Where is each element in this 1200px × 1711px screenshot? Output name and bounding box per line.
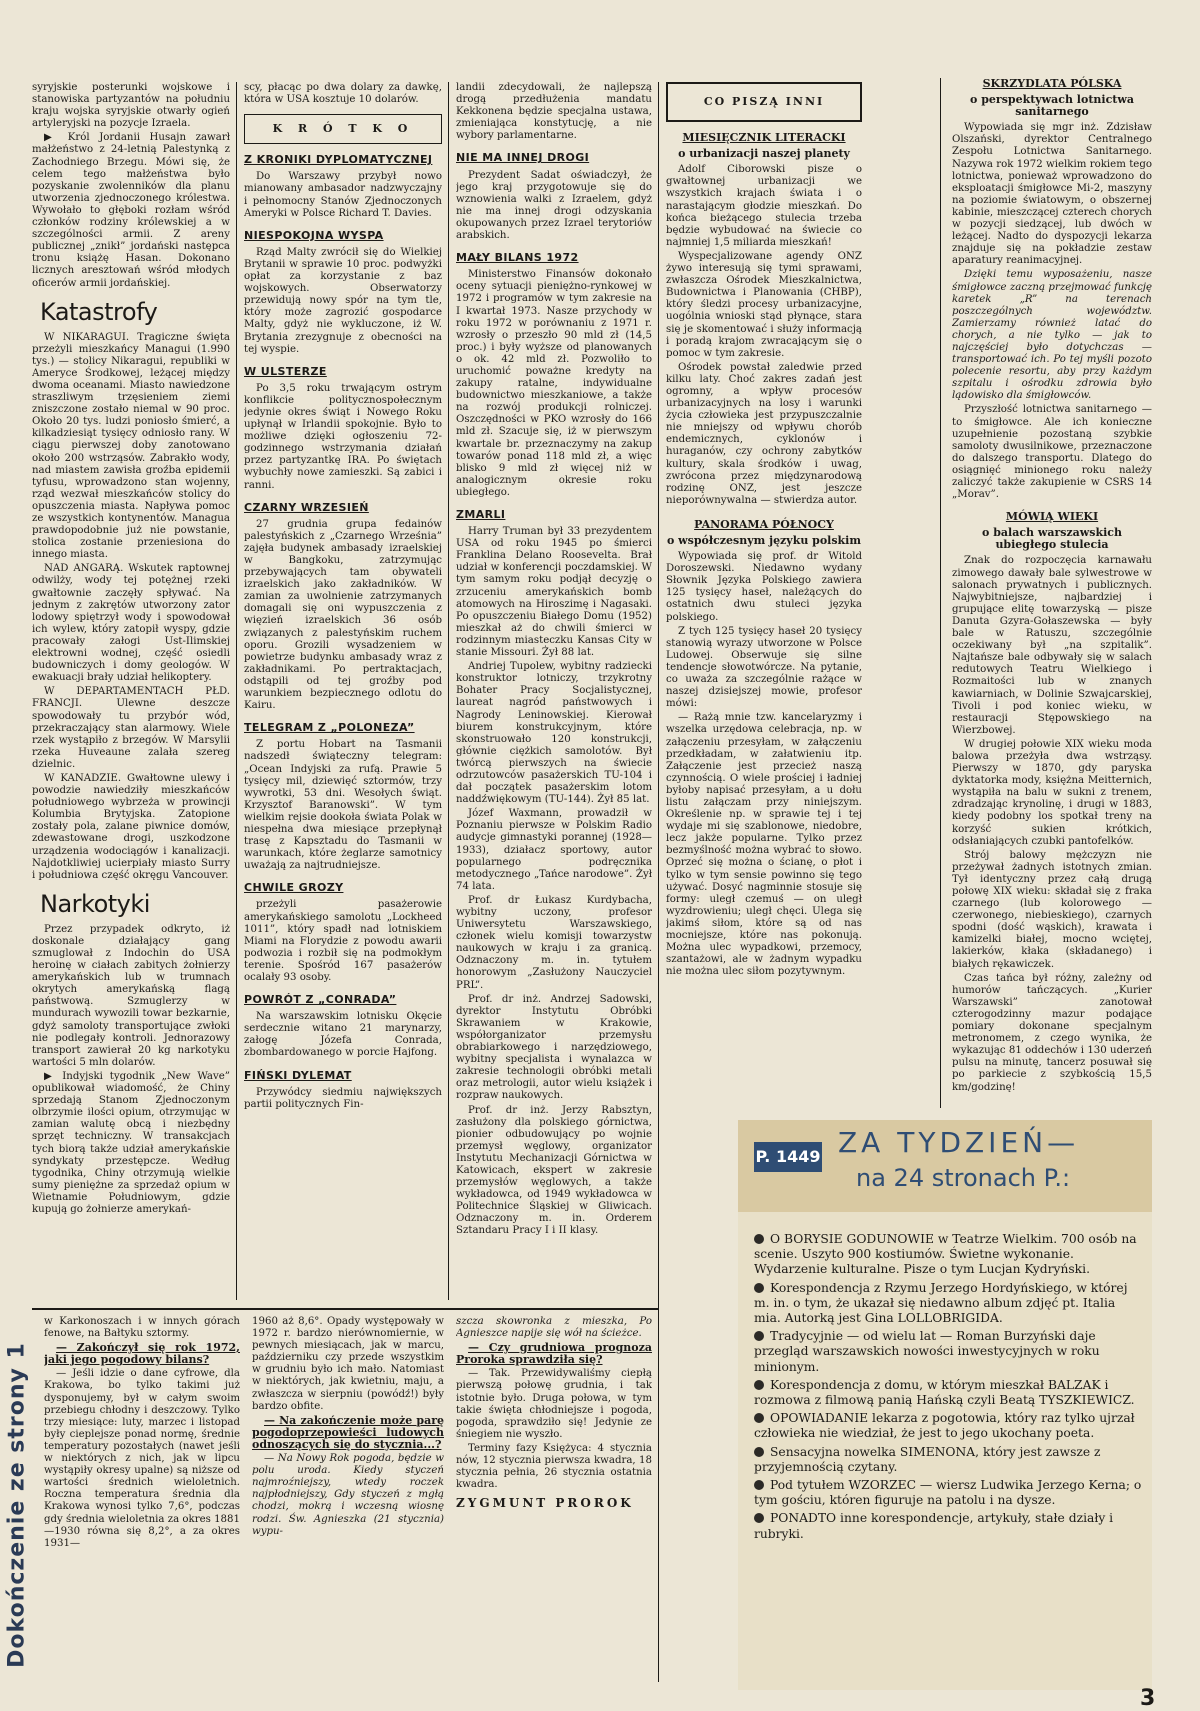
headline: SKRZYDLATA PÓLSKA bbox=[982, 77, 1122, 90]
article-text: 27 grudnia grupa fedainów palestyńskich z „Czarnego Września” zajęła budynek ambasady izraelskiej w Bangkoku, zatrzymując przebywających tam obywateli izraelskich jako zakładników. W zamian za uwolnienie zatrzymanych domagali się oni wypuszczenia z więzień izraelskich 36 osób związanych z palestyńskim ruchem oporu. Grozili wysadzeniem w powietrze budynku ambasady wraz z zakładnikami. Po pertraktacjach, odstąpili od tej groźby pod warunkiem bezpiecznego odlotu do Kairu. bbox=[244, 518, 442, 712]
vertical-rule bbox=[236, 82, 237, 1300]
article-text: Dzięki temu wyposażeniu, nasze śmigłowce zaczną przejmować funkcję karetek „R” na terenach poszczególnych województw. Zamierzamy również latać do chorych, a nie tylko — jak to najczęściej było dotychczas — transportować ich. Po tej myśli pozoto polecenie resortu, aby przy każdym szpitalu i ośrodku zdrowia było lądowisko dla śmigłowców. bbox=[952, 269, 1152, 402]
article-text: Przywódcy siedmiu największych partii politycznych Fin- bbox=[244, 1086, 442, 1110]
article-text: Przez przypadek odkryto, iż doskonale działający gang szmuglował z Indochin do USA heroinę w ciałach zabitych żołnierzy amerykańskich lub w trumnach okrytych amerykańską flagą państwową. Szmuglerzy w mundurach wywozili towar bezkarnie, gdyż samoloty transportujące zwłoki nie podlegały kontroli. Jednorazowy transport zawierał 20 kg narkotyku wartości 5 mln dolarów. bbox=[32, 923, 230, 1068]
article-text: Wyspecjalizowane agendy ONZ żywo interesują się tymi sprawami, zwłaszcza Ośrodek Mieszkalnictwa, Budownictwa i Planowania (CHBP), który śledzi procesy urbanizacyjne, uogólnia wnioski stąd płynące, stara się je skomentować i służy informacją i poradą krajom zwracającym się o pomoc w tym zakresie. bbox=[666, 250, 862, 359]
subheadline: o współczesnym języku polskim bbox=[667, 534, 861, 547]
article-text: Rząd Malty zwrócił się do Wielkiej Brytanii w sprawie 10 proc. podwyżki opłat za korzystanie z baz wojskowych. Obserwatorzy przewidują nowy spór na tym tle, który może zagrozić gospodarce Malty, gdyż nie wykluczone, iż W. Brytania zrezygnuje z obecności na tej wyspie. bbox=[244, 246, 442, 355]
headline: ZMARLI bbox=[456, 508, 506, 521]
promo-item: Pod tytułem WZORZEC — wiersz Ludwika Jerzego Kerna; o tym gościu, któren figuruje na patolu i na dysze. bbox=[754, 1478, 1142, 1508]
article-text: syryjskie posterunki wojskowe i stanowiska partyzantów na południu kraju wojska syryjskie otwarły ogień artyleryjski na pozycje Izraela. bbox=[32, 82, 230, 130]
article-text: — Tak. Przewidywaliśmy ciepłą pierwszą połowę grudnia, i tak istotnie było. Druga połowa, w tym takie święta chłodniejsze i pogoda, pogoda, sprawdziło się! Jedynie ze śniegiem nie wyszło. bbox=[456, 1368, 652, 1440]
bullet-icon bbox=[754, 1413, 764, 1423]
co-pisza-inni-box: CO PISZĄ INNI bbox=[666, 82, 862, 122]
section-title-katastrofy: Katastrofy bbox=[40, 297, 158, 326]
page-number: 3 bbox=[1140, 1686, 1156, 1711]
article-text: Z tych 125 tysięcy haseł 20 tysięcy stanowią wyrazy utworzone w Polsce Ludowej. Obserwuje się silne tendencje słowotwórcze. Na pytanie, co uważa za szczególnie rażące w naszej dzisiejszej mowie, profesor mówi: bbox=[666, 625, 862, 710]
obituary: Prof. dr inż. Andrzej Sadowski, dyrektor Instytutu Obróbki Skrawaniem w Krakowie, współorganizator przemysłu obrabiarkowego i narzędziowego, wybitny specjalista i wynalazca w zakresie technologii obróbki metali oraz metrologii, autor wielu książek i rozpraw naukowych. bbox=[456, 993, 652, 1102]
article-text: Czas tańca był różny, zależny od humorów tańczących. „Kurier Warszawski” zanotował czterogodzinny mazur podające pomiary dokonane specjalnym metronomem, z czego wynika, że wykazując 81 oddechów i 130 uderzeń pulsu na minutę, tancerz posuwał się po parkiecie z szybkością 15,5 km/godzinę! bbox=[952, 972, 1152, 1093]
promo-header bbox=[738, 1120, 1152, 1212]
vertical-rule bbox=[448, 82, 449, 1300]
column-4 bbox=[666, 78, 862, 1108]
bullet-icon bbox=[754, 1480, 764, 1490]
article-text: Wypowiada się prof. dr Witold Doroszewski. Niedawno wydany Słownik Języka Polskiego zawiera 125 tysięcy haseł, należących do ostatnich dwu stuleci języka polskiego. bbox=[666, 551, 862, 623]
author-signature: ZYGMUNT PROROK bbox=[456, 1496, 634, 1511]
horizontal-rule bbox=[32, 1308, 658, 1310]
promo-item: OPOWIADANIE lekarza z pogotowia, który raz tylko ujrzał człowieka nie wiedział, że jest to jego ukochany poeta. bbox=[754, 1411, 1135, 1441]
column-2 bbox=[244, 82, 442, 1302]
column-5 bbox=[952, 74, 1152, 1114]
article-text: Na warszawskim lotnisku Okęcie serdecznie witano 21 marynarzy, załogę Józefa Conrada, zbombardowanego w porcie Hajfong. bbox=[244, 1011, 442, 1059]
bottom-column-1 bbox=[44, 1316, 240, 1692]
krotko-box: K R Ó T K O bbox=[244, 114, 442, 144]
promo-item: Korespondencja z Rzymu Jerzego Hordyńskiego, w której m. in. o tym, że ukazał się niedawno album zdjęć pt. Italia mia. Autorką jest Gina LOLLOBRIGIDA. bbox=[754, 1280, 1128, 1326]
article-text: szcza skowronka z mieszka, Po Agnieszce napije się wół na ścieżce. bbox=[456, 1316, 652, 1340]
article-text: — Rażą mnie tzw. kancelaryzmy i wszelka urzędowa celebracja, np. w załączeniu przesyłam, w załączeniu przedkładam, w załatwieniu itp. Załączenie jest przecież naszą czynnością. O wiele prościej i ładniej byłoby napisać przesyłam, a u dołu listu załączam przy niniejszym. Określenie np. w sprawie tej i tej wydaje mi się szablonowe, niedobre, lecz jakże popularne. Tylko przez bezmyślność można wybrać to słowo. Oprzeć się można o ścianę, o płot i tylko w tym sensie powinno się tego używać. Dosyć nagminnie stosuje się formy: uległ czemuś — on uległ wyzdrowieniu; uległ chęci. Ulega się jakimś siłom, które są od nas mocniejsze, które nas pokonują. Można ulec wypadkowi, przemocy, szantażowi, ale w żadnym wypadku nie można ulec siłom pozytywnym. bbox=[666, 712, 862, 978]
promo-item: Tradycyjnie — od wielu lat — Roman Burzyński daje przegląd warszawskich nowości inwestycyjnych w roku minionym. bbox=[754, 1329, 1100, 1374]
article-text: 1960 aż 8,6°. Opady występowały w 1972 r. bardzo nierównomiernie, w pewnych miesiącach, jak w marcu, październiku czy przede wszystkim w grudniu było ich mało. Natomiast w niektórych, jak kwietniu, maju, a zwłaszcza w sierpniu (powódź!) były bardzo obfite. bbox=[252, 1316, 444, 1412]
vertical-rule bbox=[658, 82, 659, 1682]
article-text: Adolf Ciborowski pisze o gwałtownej urbanizacji we wszystkich krajach świata i o narastającym głodzie mieszkań. Do końca bieżącego stulecia trzeba będzie wybudować na świecie co najmniej 1,5 miliarda mieszkań! bbox=[666, 164, 862, 248]
promo-item: O BORYSIE GODUNOWIE w Teatrze Wielkim. 700 osób na scenie. Uszyto 900 kostiumów. Świetne wykonanie. Wydarzenie kulturalne. Pisze o tym Lucjan Kydryński. bbox=[754, 1232, 1137, 1277]
article-text: Ośrodek powstał zaledwie przed kilku laty. Choć zakres zadań jest ogromny, a wpływ procesów urbanizacyjnych na losy i warunki życia człowieka jest przypuszczalnie nie mniejszy od wpływu chorób endemicznych, cyklonów i huraganów, czy ochrony zabytków kultury, skala środków i uwag, zwrócona przez międzynarodową rodzinę ONZ, jest jeszcze nieporównywalna — stwierdza autor. bbox=[666, 361, 862, 506]
article-text: landii zdecydowali, że najlepszą drogą przedłużenia mandatu Kekkonena będzie specjalna ustawa, zmieniająca konstytucję, a nie wybory parlamentarne. bbox=[456, 82, 652, 142]
article-text: W NIKARAGUI. Tragiczne święta przeżyli mieszkańcy Managui (1.990 tys.) — stolicy Nikaragui, republiki w Ameryce Środkowej, leżącej między dwoma oceanami. Miasto nawiedzone straszliwym trzęsieniem ziemi zniszczone zostało niemal w 90 proc. Około 20 tys. ludzi poniosło śmierć, a kilkadziesiąt tysięcy odniosło rany. W ciągu pierwszej doby zanotowano około 200 wstrząsów. Zabrakło wody, nad miastem zawisła groźba epidemii tyfusu, wprowadzono stan wojenny, rząd wezwał mieszkańców stolicy do opuszczenia miasta. Napływa pomoc ze wszystkich kontynentów. Managua prawdopodobnie już nie powstanie, stolica zostanie przeniesiona do innego miasta. bbox=[32, 331, 230, 561]
promo-list bbox=[754, 1232, 1144, 1545]
bullet-icon bbox=[754, 1283, 764, 1293]
article-text: Do Warszawy przybył nowo mianowany ambasador nadzwyczajny i pełnomocny Stanów Zjednoczonych Ameryki w Polsce Richard T. Davies. bbox=[244, 171, 442, 219]
headline: MÓWIĄ WIEKI bbox=[1005, 510, 1099, 524]
headline: NIESPOKOJNA WYSPA bbox=[244, 228, 384, 242]
article-text: ▶ Król Jordanii Husajn zawarł małżeństwo z 24-letnią Palestynką z Zachodniego Brzegu. Mówi się, że celem tego małżeństwa było pozyskanie zwolenników dla planu utworzenia zjednoczonego królestwa. Wywołało to głęboki rozłam wśród członków rodziny królewskiej a w szczególności armii. Z areny publicznej „znikł” jordański następca tronu książę Hasan. Dokonano licznych aresztowań wśród młodych oficerów armii jordańskiej. bbox=[32, 132, 230, 289]
article-text: W drugiej połowie XIX wieku moda balowa przeżyła dwa wstrząsy. Pierwszy w 1870, gdy paryska dyktatorka mody, księżna Meitternich, wystąpiła na balu w sukni z trenem, zdradzając krynolinę, i drugi w 1883, kiedy podobny los spotkał treny na korzyść sukien krótkich, odsłaniających czubki pantofelków. bbox=[952, 738, 1152, 847]
article-text: NAD ANGARĄ. Wskutek raptownej odwilży, wody tej potężnej rzeki gwałtownie zaczęły spływać. Na jednym z zakrętów utworzony zator lodowy spiętrzył wody i spowodował ich wylew, który zatopił wyspy, gdzie pracowały załogi Ust-Ilimskiej elektrowni wodnej, część osiedli budowniczych i domy geologów. W ewakuacji brały udział helikoptery. bbox=[32, 563, 230, 684]
article-text: Prezydent Sadat oświadczył, że jego kraj przygotowuje się do wznowienia walki z Izraelem, gdyż nie ma innej drogi odzyskania okupowanych przez Izrael terytoriów arabskich. bbox=[456, 169, 652, 242]
article-text: Z portu Hobart na Tasmanii nadszedł świąteczny telegram: „Ocean Indyjski za rufą. Prawie 5 tysięcy mil, dziewięć sztormów, trzy wywrotki, 53 dni. Wesołych świąt. Krzysztof Baranowski”. W tym wielkim rejsie dookoła świata Polak w niespełna dwa miesiące przepłynął trasę z Kapsztadu do Tasmanii w warunkach, które żeglarze samotnicy uważają za najtrudniejsze. bbox=[244, 739, 442, 872]
headline: MAŁY BILANS 1972 bbox=[456, 251, 579, 265]
article-text: Terminy fazy Księżyca: 4 stycznia nów, 12 stycznia pierwsza kwadra, 18 stycznia pełnia, 26 stycznia ostatnia kwadra. bbox=[456, 1442, 652, 1491]
article-text: przeżyli pasażerowie amerykańskiego samolotu „Lockheed 1011”, który spadł nad lotniskiem Miami na Florydzie z powodu awarii podwozia i rozbił się na podmokłym terenie. Spośród 167 pasażerów ocalały 93 osoby. bbox=[244, 899, 442, 983]
subheadline: o perspektywach lotnictwa sanitarnego bbox=[970, 93, 1134, 119]
headline: PANORAMA PÓŁNOCY bbox=[694, 517, 834, 531]
section-title-narkotyki: Narkotyki bbox=[40, 889, 150, 918]
interview-question: — Zakończył się rok 1972, jaki jego pogodowy bilans? bbox=[44, 1341, 240, 1367]
article-text: Przyszłość lotnictwa sanitarnego — to śmigłowce. Ale ich konieczne uzupełnienie pozostaną szybkie samoloty dwusilnikowe, przeznaczone do dalszego transportu. Dlatego do osiągnięć minionego roku należy zaliczyć także zakupienie w CSRS 14 „Morav”. bbox=[952, 404, 1152, 501]
promo-item: Sensacyjna nowelka SIMENONA, który jest zawsze z przyjemnością czytany. bbox=[754, 1444, 1101, 1474]
obituary: Harry Truman był 33 prezydentem USA od roku 1945 po śmierci Franklina Delano Roosevelta. Brał udział w konferencji poczdamskiej. W tym samym roku podjął decyzję o zrzuceniu amerykańskich bomb atomowych na Hiroszimę i Nagasaki. Po opuszczeniu Białego Domu (1952) mieszkał aż do chwili śmierci w rodzinnym miasteczku Kansas City w stanie Missouri. Żył 88 lat. bbox=[456, 526, 652, 659]
bullet-icon bbox=[754, 1331, 764, 1341]
headline: NIE MA INNEJ DROGI bbox=[456, 151, 590, 165]
bottom-column-2 bbox=[252, 1316, 444, 1692]
article-text: Ministerstwo Finansów dokonało oceny sytuacji pieniężno-rynkowej w 1972 i programów w tym zakresie na I kwartał 1973. Nasze przychody w roku 1972 w porównaniu z 1971 r. wzrosły o przeszło 90 mld zł (14,5 proc.) i były wyższe od planowanych o ok. 42 mld zł. Pozwoliło to uruchomić poważne kredyty na zakupy ratalne, indywidualne budownictwo mieszkaniowe, a także na rozwój produkcji rolniczej. Oszczędności w PKO wzrosły do 166 mld zł. Szacuje się, iż w pierwszym kwartale br. przeznaczymy na zakup towarów ponad 118 mld zł, a więc blisko 9 mld zł więcej niż w analogicznym okresie roku ubiegłego. bbox=[456, 269, 652, 498]
subheadline: o urbanizacji naszej planety bbox=[678, 147, 850, 161]
headline: TELEGRAM Z „POLONEZA” bbox=[244, 721, 415, 735]
promo-item: Korespondencja z domu, w którym mieszkał BALZAK i rozmowa z filmową panią Hańską czyli Beatą TYSZKIEWICZ. bbox=[754, 1377, 1135, 1408]
promo-title: ZA TYDZIEŃ— bbox=[838, 1126, 1080, 1159]
headline: MIESIĘCZNIK LITERACKI bbox=[682, 131, 846, 145]
bullet-icon bbox=[754, 1513, 764, 1523]
vertical-rule bbox=[940, 78, 941, 1108]
article-text: W DEPARTAMENTACH PŁD. FRANCJI. Ulewne deszcze spowodowały tu przybór wód, przekraczający stan alarmowy. Wiele rzek wystąpiło z brzegów. W Marsylii rzeka Huveaune zalała szereg dzielnic. bbox=[32, 686, 230, 770]
headline: POWRÓT Z „CONRADA” bbox=[244, 993, 397, 1007]
headline: FIŃSKI DYLEMAT bbox=[244, 1068, 352, 1082]
bottom-column-3 bbox=[456, 1316, 652, 1692]
obituary: Józef Waxmann, prowadził w Poznaniu pierwsze w Polskim Radio audycje gimnastyki porannej (1928—1933), działacz sportowy, autor popularnego podręcznika metodycznego „Tańce narodowe”. Żył 74 lata. bbox=[456, 808, 652, 892]
article-text: Wypowiada się mgr inż. Zdzisław Olszański, dyrektor Centralnego Zespołu Lotnictwa Sanitarnego. Nazywa rok 1972 wielkim rokiem tego lotnictwa, ponieważ wprowadzono do eksploatacji śmigłowce Mi-2, maszyny na poziomie światowym, o obszernej kabinie, mieszczącej czterech chorych w pozycji siedzącej, lub dwóch w leżącej. Nadto do dyspozycji lekarza znajduje się na pokładzie zestaw aparatury reanimacyjnej. bbox=[952, 122, 1152, 267]
article-text: Znak do rozpoczęcia karnawału zimowego dawały bale sylwestrowe w salonach prywatnych i publicznych. Najwybitniejsze, najbardziej i grupujące elitę towarzyską — pisze Danuta Gzyra-Gołaszewska — były bale w Ratuszu, szczególnie oczekiwany był „na szpitalik”. Najtańsze bale odbywały się w salach redutowych Teatru Wielkiego i Rozmaitości lub w znanych kawiarniach, w Dolinie Szwajcarskiej, Tivoli i pod koniec wieku, w restauracji Stępowskiego na Wierzbowej. bbox=[952, 555, 1152, 736]
headline: CHWILE GROZY bbox=[244, 881, 344, 895]
promo-subtitle: na 24 stronach P.: bbox=[856, 1164, 1071, 1192]
article-text: scy, płacąc po dwa dolary za dawkę, która w USA kosztuje 10 dolarów. bbox=[244, 82, 442, 106]
article-text: ▶ Indyjski tygodnik „New Wave” opublikował wiadomość, że Chiny sprzedają Stanom Zjednoczonym olbrzymie ilości opium, otrzymując w zamian walutę obcą i niezbędny sprzęt techniczny. W transakcjach tych biorą także udział amerykańskie syndykaty przestępcze. Według tygodnika, Chiny otrzymują wielkie sumy pieniężne za sprzedaż opium w Wietnamie Południowym, gdzie kupują go żołnierze amerykań- bbox=[32, 1070, 230, 1215]
continuation-label: Dokończenie ze strony 1 bbox=[4, 1342, 30, 1668]
interview-question: — Na zakończenie może parę pogodoprzepowieści ludowych odnoszących się do stycznia...? bbox=[252, 1413, 444, 1451]
column-1 bbox=[32, 82, 230, 1302]
article-text: Strój balowy mężczyzn nie przeżywał żadnych istotnych zmian. Tył identyczny przez całą drugą połowę XIX wieku: składał się z fraka czarnego (lub kolorowego — czerwonego, niebieskiego), czarnych spodni (dość wąskich), krawata i kamizelki białej, mocno wciętej, lakierków, kłaka (składanego) i białych rękawiczek. bbox=[952, 849, 1152, 970]
headline: CZARNY WRZESIEŃ bbox=[244, 500, 369, 514]
article-text: Po 3,5 roku trwającym ostrym konflikcie politycznospołecznym jedynie okres świąt i Nowego Roku upłynął w Irlandii spokojnie. Było to możliwe dzięki ogłoszeniu 72-godzinnego wstrzymania działań przez partyzantkę IRA. Po świętach wybuchły nowe zamieszki. Są zabici i ranni. bbox=[244, 382, 442, 491]
next-week-promo bbox=[738, 1120, 1152, 1690]
obituary: Prof. dr Łukasz Kurdybacha, wybitny uczony, profesor Uniwersytetu Warszawskiego, członek wielu komisji towarzystw naukowych w kraju i za granicą. Odznaczony m. in. tytułem honorowym „Zasłużony Nauczyciel PRL”. bbox=[456, 894, 652, 991]
bullet-icon bbox=[754, 1380, 764, 1390]
issue-badge: P. 1449 bbox=[754, 1142, 822, 1172]
article-text: w Karkonoszach i w innych górach fenowe, na Bałtyku sztormy. bbox=[44, 1316, 240, 1340]
article-text: — Na Nowy Rok pogoda, będzie w polu uroda. Kiedy styczeń najmroźniejszy, wtedy roczek najpłodniejszy, Gdy styczeń z mgłą chodzi, mokrą i wczesną wiosnę rodzi. Św. Agnieszka (21 stycznia) wypu- bbox=[252, 1453, 444, 1537]
headline: W ULSTERZE bbox=[244, 364, 327, 378]
subheadline: o balach warszawskich ubiegłego stulecia bbox=[982, 526, 1122, 552]
article-text: — Jeśli idzie o dane cyfrowe, dla Krakowa, bo tylko takimi już dysponujemy, był w całym swoim przebiegu chłodny i deszczowy. Tylko trzy miesiące: luty, marzec i listopad były cieplejsze ponad normę, średnie temperatury pozostałych (nawet jeśli w niektórych z nich, jak w lipcu wystąpiły okresy upalne) są niższe od wartości średnich wieloletnich. Roczna temperatura średnia dla Krakowa wynosi tylko 7,6°, podczas gdy średnia wieloletnia za okres 1881—1930 równa się 8,2°, a za okres 1931— bbox=[44, 1368, 240, 1549]
bullet-icon bbox=[754, 1234, 764, 1244]
interview-question: — Czy grudniowa prognoza Proroka sprawdziła się? bbox=[456, 1341, 652, 1367]
obituary: Andriej Tupolew, wybitny radziecki konstruktor lotniczy, trzykrotny Bohater Pracy Socjalistycznej, laureat nagród państwowych i Nagrody Leninowskiej. Kierował biurem konstrukcyjnym, które skonstruowało 120 konstrukcji, głównie ciężkich samolotów. Był twórcą pierwszych na świecie odrzutowców pasażerskich TU-104 i dał początek pasażerskim lotom naddźwiękowym (TU-144). Żył 85 lat. bbox=[456, 661, 652, 806]
bullet-icon bbox=[754, 1447, 764, 1457]
headline: Z KRONIKI DYPLOMATYCZNEJ bbox=[244, 153, 433, 167]
obituary: Prof. dr inż. Jerzy Rabsztyn, zasłużony dla polskiego górnictwa, pionier odbudowujący po wojnie przemysł węglowy, organizator Instytutu Mechanizacji Górnictwa w Katowicach, ekspert w zakresie przemysłów węglowych, a także wykładowca, od 1949 wykładowca w Politechnice Śląskiej w Gliwicach. Odznaczony m. in. Orderem Sztandaru Pracy I i II klasy. bbox=[456, 1104, 652, 1237]
promo-item: PONADTO inne korespondencje, artykuły, stałe działy i rubryki. bbox=[754, 1511, 1114, 1541]
article-text: W KANADZIE. Gwałtowne ulewy i powodzie nawiedziły mieszkańców południowego wybrzeża w prowincji Kolumbia Brytyjska. Zatopione zostały pola, zalane piwnice domów, zdewastowane drogi, uszkodzone urządzenia wodociągów i kanalizacji. Najdotkliwiej ucierpiały miasto Surry i południowa część okręgu Vancouver. bbox=[32, 772, 230, 881]
column-3 bbox=[456, 82, 652, 1302]
